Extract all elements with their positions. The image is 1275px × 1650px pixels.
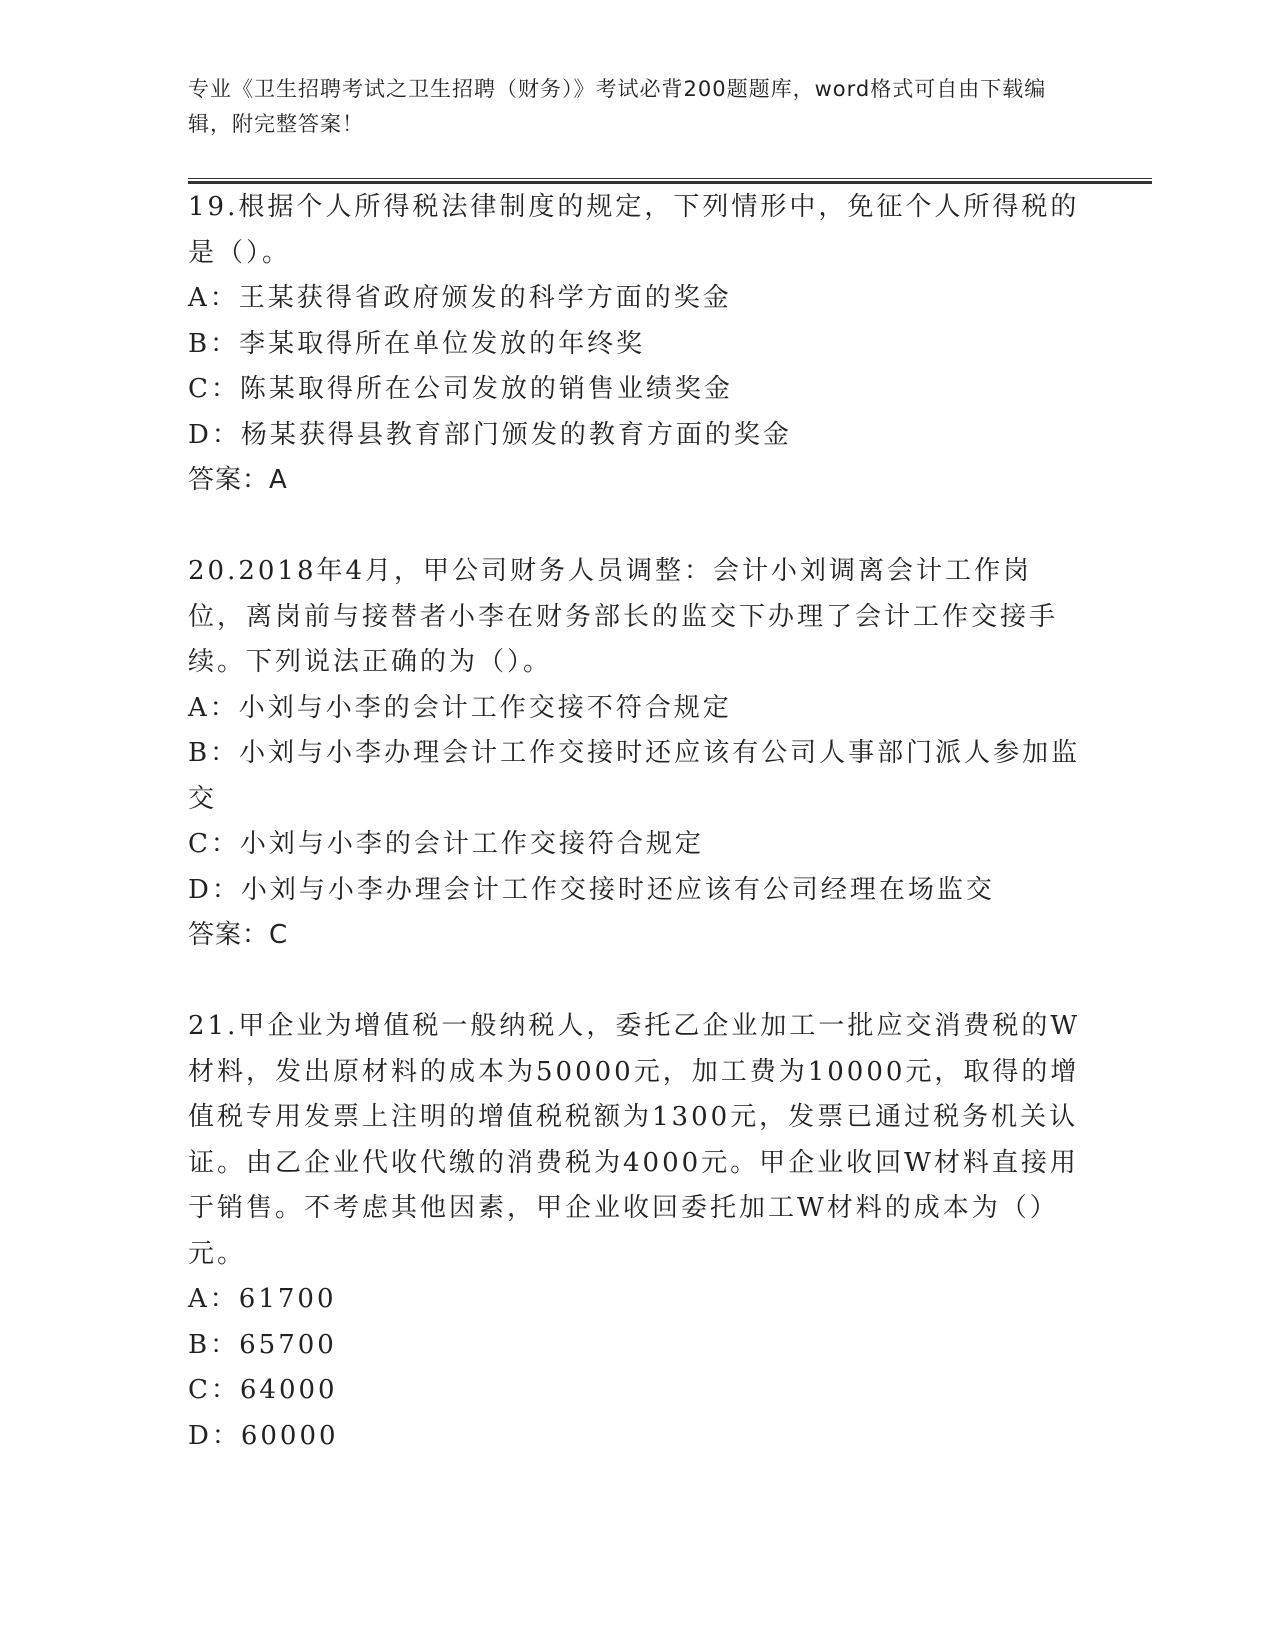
- question-19: [188, 185, 1088, 504]
- header-rule-thick: [188, 181, 1152, 184]
- option-a: A：61700: [188, 1284, 337, 1314]
- answer-line: 答案：C: [188, 920, 289, 950]
- option-c: C：陈某取得所在公司发放的销售业绩奖金: [188, 374, 733, 404]
- question-21: [188, 1004, 1088, 1459]
- question-spacer: [188, 959, 1088, 1005]
- option-c: C：小刘与小李的会计工作交接符合规定: [188, 829, 704, 859]
- answer-line: 答案：A: [188, 465, 288, 495]
- document-header: 专业《卫生招聘考试之卫生招聘（财务）》考试必背200题题库，word格式可自由下载编辑，附完整答案！: [188, 77, 1047, 136]
- option-a: A：王某获得省政府颁发的科学方面的奖金: [188, 283, 732, 313]
- question-spacer: [188, 504, 1088, 550]
- question-stem: 20.2018年4月，甲公司财务人员调整：会计小刘调离会计工作岗位，离岗前与接替者小李在财务部长的监交下办理了会计工作交接手续。下列说法正确的为（）。: [188, 556, 1059, 677]
- option-a: A：小刘与小李的会计工作交接不符合规定: [188, 692, 732, 723]
- question-list: [188, 185, 1088, 1459]
- option-b: B：李某取得所在单位发放的年终奖: [188, 328, 646, 359]
- option-c: C：64000: [188, 1375, 338, 1405]
- option-d: D：杨某获得县教育部门颁发的教育方面的奖金: [188, 419, 792, 450]
- option-b: B：65700: [188, 1329, 337, 1360]
- question-stem: 21.甲企业为增值税一般纳税人，委托乙企业加工一批应交消费税的W材料，发出原材料的成本为50000元，加工费为10000元，取得的增值税专用发票上注明的增值税税额为1300元，发票已通过税务机关认证。由乙企业代收代缴的消费税为4000元。甲企业收回W材料直接用于销售。不考虑其他因素，甲企业收回委托加工W材料的成本为（）元。: [188, 1011, 1081, 1269]
- option-d: D：60000: [188, 1420, 339, 1451]
- header-rule-thin: [188, 178, 1152, 179]
- question-20: [188, 549, 1088, 959]
- option-b: B：小刘与小李办理会计工作交接时还应该有公司人事部门派人参加监交: [188, 738, 1081, 814]
- question-stem: 19.根据个人所得税法律制度的规定，下列情形中，免征个人所得税的是（）。: [188, 192, 1080, 268]
- option-d: D：小刘与小李办理会计工作交接时还应该有公司经理在场监交: [188, 874, 995, 905]
